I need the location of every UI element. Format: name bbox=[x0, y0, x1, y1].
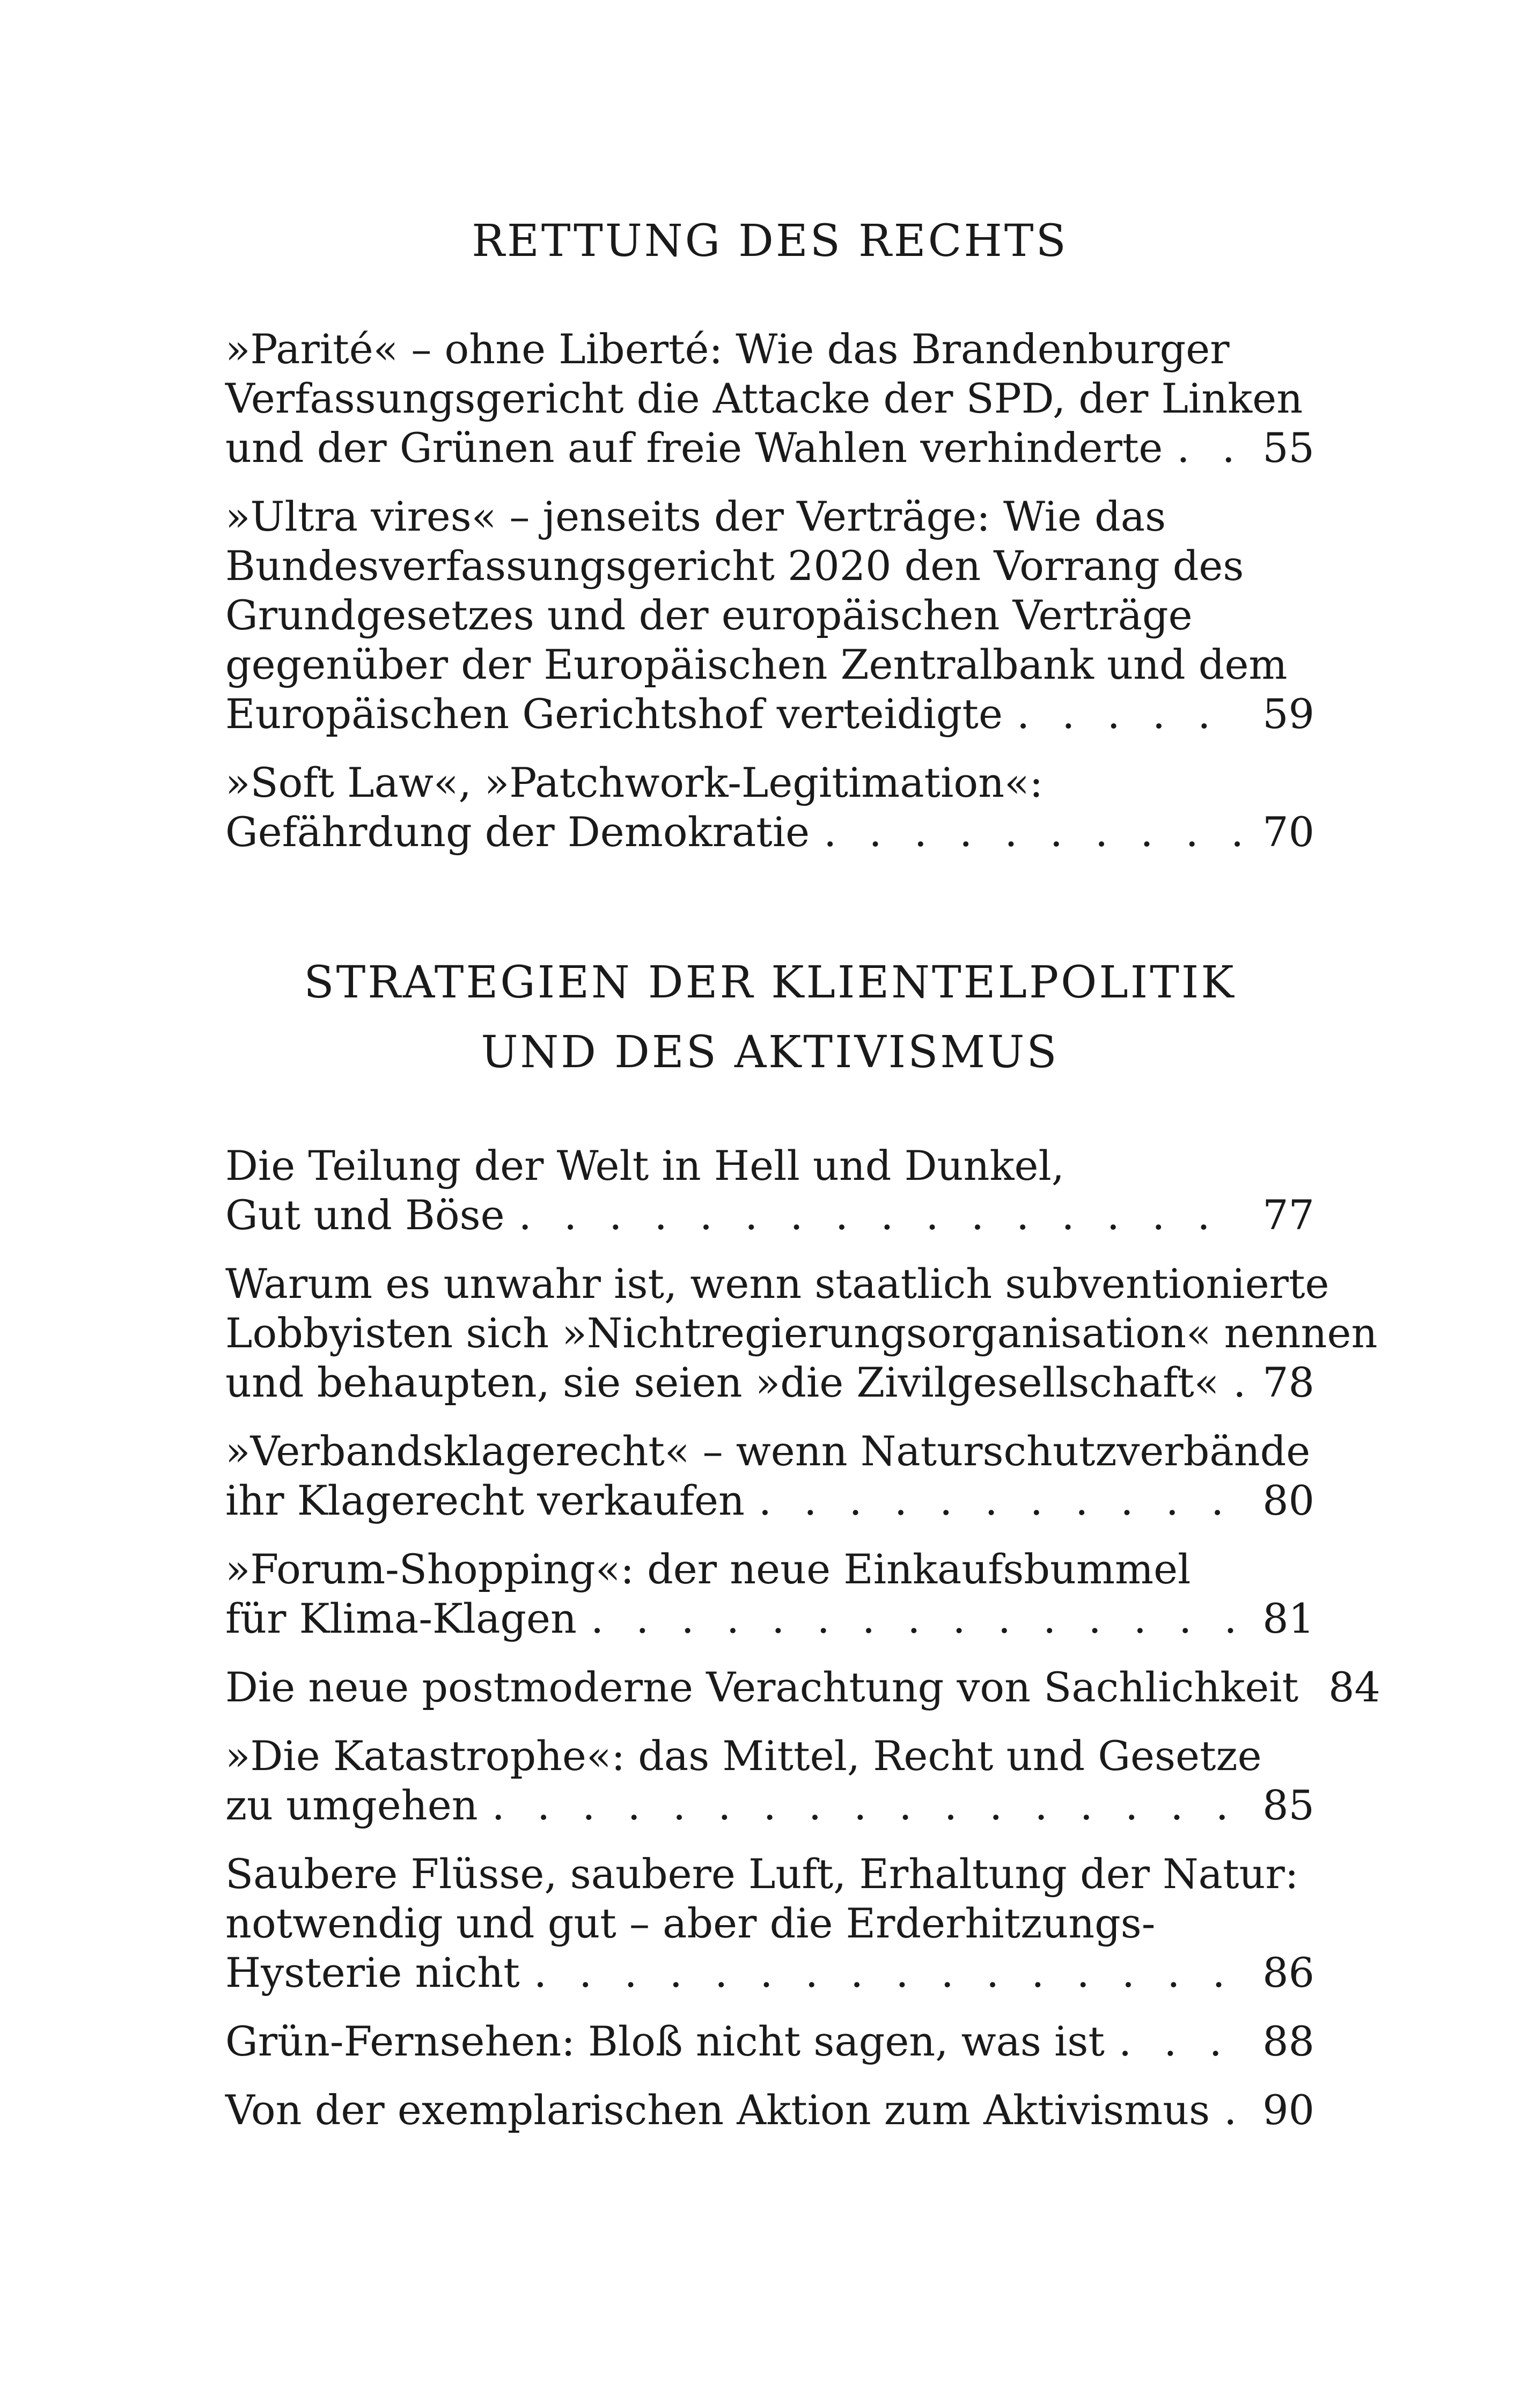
page-number: 77 bbox=[1262, 1191, 1314, 1239]
page-number: 80 bbox=[1262, 1477, 1314, 1524]
page-number: 81 bbox=[1262, 1595, 1314, 1642]
page-number: 86 bbox=[1262, 1949, 1314, 1996]
table-of-contents bbox=[225, 207, 1380, 2154]
entry-title-line: Von der exemplarischen Aktion zum Aktivismus bbox=[225, 2086, 1210, 2134]
toc-section bbox=[225, 207, 1314, 857]
entry-title-line: »Ultra vires« – jenseits der Verträge: Wie das bbox=[225, 493, 1166, 540]
toc-entry[interactable] bbox=[225, 492, 1314, 739]
page-number: 84 bbox=[1328, 1663, 1380, 1711]
entry-title-line: Saubere Flüsse, saubere Luft, Erhaltung der Natur: bbox=[225, 1850, 1299, 1898]
toc-entry[interactable] bbox=[225, 1259, 1378, 1407]
entry-title-line: Grün-Fernsehen: Bloß nicht sagen, was ist bbox=[225, 2017, 1105, 2065]
section-title-line: RETTUNG DES RECHTS bbox=[472, 216, 1068, 267]
dot-leader bbox=[1119, 2017, 1246, 2066]
section-title-line: UND DES AKTIVISMUS bbox=[481, 1027, 1059, 1078]
toc-entry[interactable] bbox=[225, 2086, 1314, 2135]
entry-title-line: Verfassungsgericht die Attacke der SPD, der Linken bbox=[225, 375, 1303, 422]
page-number: 55 bbox=[1262, 424, 1314, 472]
entry-title-line: Gut und Böse bbox=[225, 1191, 505, 1239]
section-title bbox=[225, 207, 1314, 276]
page-number: 78 bbox=[1262, 1359, 1314, 1406]
toc-entry[interactable] bbox=[225, 1731, 1314, 1830]
entry-title-line: Bundesverfassungsgericht 2020 den Vorrang des bbox=[225, 542, 1244, 590]
dot-leader bbox=[492, 1781, 1247, 1830]
dot-leader bbox=[1233, 1358, 1246, 1407]
entry-title-line: Europäischen Gerichtshof verteidigte bbox=[225, 690, 1003, 738]
page-number: 70 bbox=[1262, 808, 1314, 856]
section-title-line: STRATEGIEN DER KLIENTELPOLITIK bbox=[304, 957, 1236, 1008]
dot-leader bbox=[824, 807, 1246, 857]
page-number: 90 bbox=[1262, 2086, 1314, 2134]
dot-leader bbox=[1017, 689, 1246, 739]
toc-entry[interactable] bbox=[225, 1427, 1314, 1525]
section-title bbox=[225, 948, 1314, 1088]
toc-entry[interactable] bbox=[225, 325, 1314, 473]
entry-title-line: »Forum-Shopping«: der neue Einkaufsbummel bbox=[225, 1545, 1191, 1593]
dot-leader bbox=[591, 1594, 1246, 1643]
toc-entry[interactable] bbox=[225, 1663, 1380, 1712]
dot-leader bbox=[534, 1948, 1246, 1998]
entry-title-line: zu umgehen bbox=[225, 1781, 478, 1829]
entry-title-line: »Parité« – ohne Liberté: Wie das Brandenburger bbox=[225, 325, 1230, 373]
entry-title-line: Die Teilung der Welt in Hell und Dunkel, bbox=[225, 1142, 1064, 1190]
toc-entry[interactable] bbox=[225, 758, 1314, 857]
entry-title-line: Hysterie nicht bbox=[225, 1949, 520, 1996]
entry-title-line: Grundgesetzes und der europäischen Verträge bbox=[225, 591, 1193, 639]
entry-title-line: und behaupten, sie seien »die Zivilgesellschaft« bbox=[225, 1359, 1219, 1406]
dot-leader bbox=[759, 1476, 1246, 1525]
toc-entry[interactable] bbox=[225, 1545, 1314, 1643]
page-number: 59 bbox=[1262, 690, 1314, 738]
entry-title-line: Warum es unwahr ist, wenn staatlich subventionierte bbox=[225, 1260, 1329, 1308]
toc-section bbox=[225, 948, 1380, 2135]
dot-leader bbox=[519, 1191, 1247, 1240]
dot-leader bbox=[1224, 2086, 1246, 2135]
dot-leader bbox=[1177, 423, 1246, 473]
page-number: 88 bbox=[1262, 2017, 1314, 2065]
toc-entry[interactable] bbox=[225, 2017, 1314, 2066]
entry-title-line: und der Grünen auf freie Wahlen verhinderte bbox=[225, 424, 1163, 472]
entry-title-line: Gefährdung der Demokratie bbox=[225, 808, 810, 856]
entry-title-line: »Verbandsklagerecht« – wenn Naturschutzverbände bbox=[225, 1427, 1311, 1475]
page-number: 85 bbox=[1262, 1781, 1314, 1829]
entry-title-line: gegenüber der Europäischen Zentralbank und dem bbox=[225, 641, 1288, 688]
entry-title-line: für Klima-Klagen bbox=[225, 1595, 577, 1642]
entry-title-line: ihr Klagerecht verkaufen bbox=[225, 1477, 745, 1524]
toc-entry[interactable] bbox=[225, 1141, 1314, 1240]
entry-title-line: notwendig und gut – aber die Erderhitzungs- bbox=[225, 1899, 1156, 1947]
entry-title-line: Lobbyisten sich »Nichtregierungsorganisation« nennen bbox=[225, 1309, 1378, 1357]
entry-title-line: »Die Katastrophe«: das Mittel, Recht und Gesetze bbox=[225, 1732, 1262, 1780]
entry-title-line: »Soft Law«, »Patchwork-Legitimation«: bbox=[225, 759, 1044, 806]
entry-title-line: Die neue postmoderne Verachtung von Sachlichkeit bbox=[225, 1663, 1299, 1711]
toc-entry[interactable] bbox=[225, 1849, 1314, 1998]
